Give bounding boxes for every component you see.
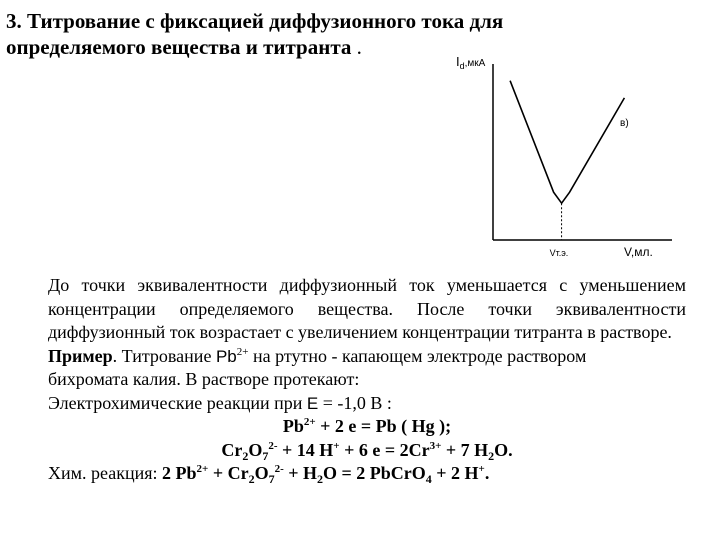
ylabel-unit: ,мкА	[464, 58, 486, 69]
eq2-sub-2b: 2	[488, 448, 495, 463]
equation-2	[48, 439, 686, 463]
electro-text-1: Электрохимические реакции при	[48, 392, 307, 413]
eq3-t7: .	[484, 463, 490, 483]
eq2-sub-7: 7	[262, 448, 269, 463]
eq3-t2: + Cr	[208, 463, 249, 483]
electro-line	[48, 392, 686, 416]
description-paragraph: До точки эквивалентности диффузионный ток уменьшается с уменьшением концентрации определяемого вещества. После точки эквивалентности диффузионный ток возрастает с увеличением концентрации титранта в растворе.	[48, 275, 686, 342]
ylabel-sub: d	[459, 61, 465, 71]
example-line-1	[48, 345, 686, 369]
eq2-o2: O.	[494, 439, 513, 460]
example-text-2: на ртутно - капающем электроде раствором	[248, 345, 587, 366]
eq3-t5: O = 2 PbCrO	[323, 463, 426, 483]
example-pb: Pb	[215, 346, 237, 366]
eq3-s1: 2	[248, 472, 255, 486]
y-axis-label	[456, 54, 486, 71]
eq2-text-3: + 7 H	[441, 439, 489, 460]
example-text-1: . Титрование	[112, 345, 216, 366]
eq3-label: Хим. реакция:	[48, 463, 163, 483]
example-label: Пример	[48, 345, 113, 366]
series-line	[510, 81, 624, 204]
equation-3	[48, 462, 686, 486]
eq3-t6: + 2 H	[431, 463, 479, 483]
title-dot: .	[356, 35, 362, 59]
eq3-t3: O	[254, 463, 269, 483]
eq2-text-2: + 6 e = 2Cr	[339, 439, 430, 460]
eq2-o: O	[248, 439, 263, 460]
eq2-cr: Cr	[221, 439, 243, 460]
x-axis-label: V,мл.	[624, 245, 653, 259]
eq3-t1: 2 Pb	[162, 463, 197, 483]
eq3-c1: 2+	[196, 463, 209, 475]
chart-svg	[440, 40, 700, 270]
curve-label: в)	[620, 118, 629, 129]
eq1-pb: Pb	[282, 416, 304, 436]
title-line-2-text: определяемого вещества и титранта	[6, 35, 352, 59]
equivalence-label: Vт.э.	[549, 248, 569, 258]
electro-text-2: = -1,0 В :	[318, 392, 392, 413]
eq3-s3: 2	[317, 472, 324, 486]
eq1-charge: 2+	[303, 416, 316, 428]
eq2-charge-1: 2-	[268, 439, 278, 452]
eq2-charge-2: 3+	[429, 439, 442, 452]
example-line-2: бихромата калия. В растворе протекают:	[48, 369, 360, 389]
ylabel-main: I	[456, 54, 460, 69]
electro-e: E	[306, 393, 319, 413]
titration-chart	[440, 40, 700, 270]
equation-1	[48, 415, 686, 439]
example-pb-charge: 2+	[236, 345, 249, 358]
eq1-rest: + 2 e = Pb ( Hg );	[315, 416, 452, 436]
eq3-t4: + H	[283, 463, 318, 483]
body-text	[48, 274, 686, 486]
eq3-c2: 2-	[274, 463, 284, 475]
eq3-c3: +	[478, 463, 485, 475]
eq2-text-1: + 14 H	[277, 439, 334, 460]
eq3-s4: 4	[425, 472, 432, 486]
eq2-hplus: +	[333, 439, 340, 452]
eq2-sub-2: 2	[242, 448, 249, 463]
title-line-1: 3. Титрование с фиксацией диффузионного тока для	[6, 9, 504, 33]
eq3-s2: 7	[268, 472, 275, 486]
